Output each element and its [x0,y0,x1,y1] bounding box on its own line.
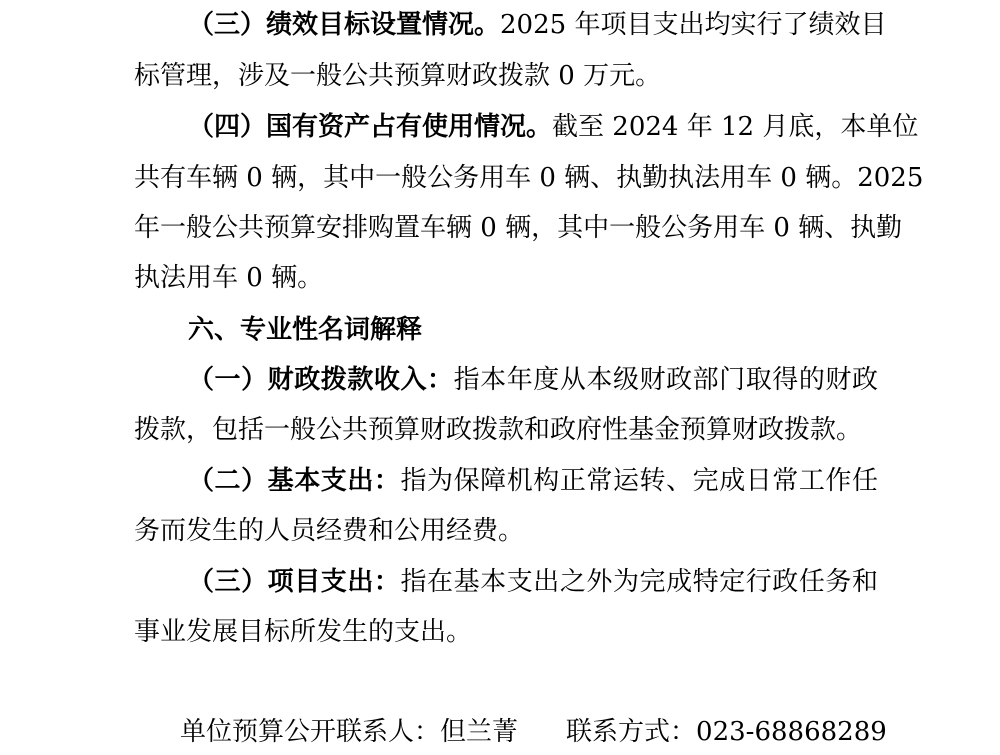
para-assets-line-4: 执法用车 0 辆。 [134,263,324,293]
para-assets-line-3: 年一般公共预算安排购置车辆 0 辆，其中一般公务用车 0 辆、执勤 [134,213,903,243]
para-fiscal-income-line-2: 拨款，包括一般公共预算财政拨款和政府性基金预算财政拨款。 [134,415,863,445]
heading-performance: （三）绩效目标设置情况。 [188,10,501,40]
para-basic-expense-line-1: （二）基本支出：指为保障机构正常运转、完成日常工作任 [188,466,878,496]
term-fiscal-income: （一）财政拨款收入： [188,365,454,395]
para-project-expense-line-2: 事业发展目标所发生的支出。 [134,617,473,647]
contact-person: 但兰菁 [440,717,519,747]
para-fiscal-income-line-1: （一）财政拨款收入：指本年度从本级财政部门取得的财政 [188,365,878,395]
term-project-expense: （三）项目支出： [188,567,401,597]
section-heading-terms: 六、专业性名词解释 [188,315,423,345]
para-performance-line-2: 标管理，涉及一般公共预算财政拨款 0 万元。 [134,61,662,91]
contact-phone-label: 联系方式： [566,717,697,747]
contact-phone: 023-68868289 [696,717,887,747]
contact-line [180,712,887,752]
heading-assets: （四）国有资产占有使用情况。 [188,112,553,142]
para-project-expense-line-1: （三）项目支出：指在基本支出之外为完成特定行政任务和 [188,567,878,597]
contact-person-label: 单位预算公开联系人： [180,717,441,747]
para-assets-line-2: 共有车辆 0 辆，其中一般公务用车 0 辆、执勤执法用车 0 辆。2025 [134,163,924,193]
para-basic-expense-line-2: 务而发生的人员经费和公用经费。 [134,516,525,546]
para-performance-line-1: （三）绩效目标设置情况。2025 年项目支出均实行了绩效目 [188,10,887,40]
para-assets-line-1: （四）国有资产占有使用情况。截至 2024 年 12 月底，本单位 [188,112,919,142]
term-basic-expense: （二）基本支出： [188,466,401,496]
